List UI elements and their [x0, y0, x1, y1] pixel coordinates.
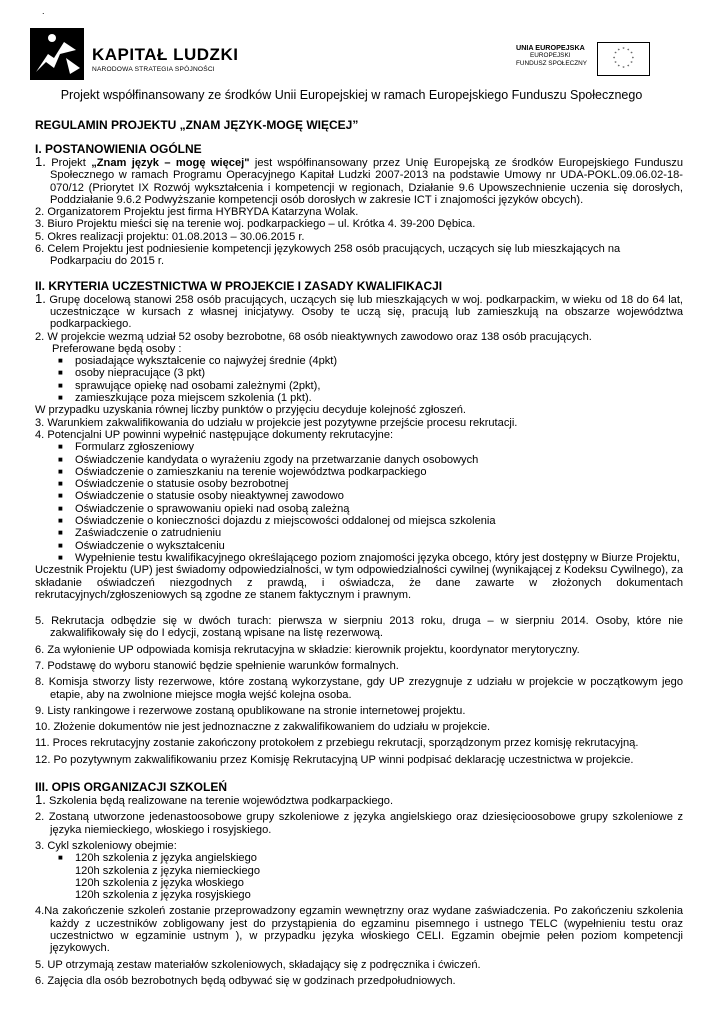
svg-text:*: * — [614, 52, 617, 58]
document-title: REGULAMIN PROJEKTU „ZNAM JĘZYK-MOGĘ WIĘCEJ” — [35, 118, 359, 132]
svg-text:*: * — [622, 66, 625, 72]
criteria-item-1: 1. Grupę docelową stanowi 258 osób pracujących, uczących się lub mieszkających w woj. podkarpackim, w wieku od 18 do 64 lat, uczestniczące w kursach z własnej inicjatywy. Osoby te uczą się, pracują lub zamieszkują na obszarze województwa podkarpackiego. — [35, 290, 683, 331]
list-item: 120h szkolenia z języka rosyjskiego — [75, 889, 251, 902]
general-item-5: 5. Okres realizacji projektu: 01.08.2013 – 30.06.2015 r. — [35, 230, 305, 243]
list-item: ■ Oświadczenie o statusie osoby bezrobotnej — [58, 478, 289, 491]
section-heading-organization: III. OPIS ORGANIZACJI SZKOLEŃ — [35, 780, 228, 795]
tie-rule: W przypadku uzyskania równej liczby punktów o przyjęciu decyduje kolejność zgłoszeń. — [35, 404, 467, 417]
svg-text:*: * — [630, 61, 633, 67]
preferred-label: Preferowane będą osoby : — [52, 342, 182, 355]
svg-text:*: * — [627, 64, 630, 70]
criteria-item-12: 12. Po pozytywnym zakwalifikowaniu przez Komisję Rekrutacyjną UP winni podpisać deklarację uczestnictwa w projekcie. — [35, 753, 634, 766]
criteria-item-6: 6. Za wyłonienie UP odpowiada komisja rekrutacyjna w składzie: kierownik projektu, koordynator merytoryczny. — [35, 643, 580, 656]
list-item: ■ posiadające wykształcenie co najwyżej średnie (4pkt) — [58, 355, 338, 368]
organization-item-6: 6. Zajęcia dla osób bezrobotnych będą odbywać się w godzinach przedpołudniowych. — [35, 974, 456, 987]
stray-dot: . — [42, 6, 45, 16]
criteria-item-4: 4. Potencjalni UP powinni wypełnić następujące dokumenty rekrutacyjne: — [35, 428, 394, 441]
eu-label-line1: UNIA EUROPEJSKA — [516, 43, 585, 52]
square-bullet-icon: ■ — [58, 540, 63, 550]
list-item: ■ Oświadczenie o konieczności dojazdu z miejscowości oddalonej od miejsca szkolenia — [58, 515, 496, 528]
declaration-text: Uczestnik Projektu (UP) jest świadomy odpowiedzialności, w tym odpowiedzialności cywilnej (wynikającej z Kodeksu Cywilnego), za składanie oświadczeń niezgodnych z prawdą, i oświadcza, że dane zawarte w złożonych dokumentach rekrutacyjnych/zgłoszeniowych są zgodne ze stanem faktycznym i prawnym. — [35, 564, 684, 601]
square-bullet-icon: ■ — [58, 393, 63, 403]
svg-text:*: * — [627, 48, 630, 54]
square-bullet-icon: ■ — [58, 552, 63, 562]
criteria-item-11: 11. Proces rekrutacyjny zostanie zakończony protokołem z przebiegu rekrutacji, sporządzonym przez komisję rekrutacyjną. — [35, 737, 639, 750]
list-item: ■ Wypełnienie testu kwalifikacyjnego określającego poziom znajomości języka obcego, który jest dostępny w Biurze Projektu, — [58, 551, 680, 564]
list-item: ■ Zaświadczenie o zatrudnieniu — [58, 527, 222, 540]
square-bullet-icon: ■ — [58, 466, 63, 476]
document-body — [35, 138, 683, 987]
documents-list — [35, 441, 683, 564]
section-heading-general: I. POSTANOWIENIA OGÓLNE — [35, 142, 202, 156]
courses-list — [35, 852, 683, 901]
criteria-item-8: 8. Komisja stworzy listy rezerwowe, które zostaną wykorzystane, gdy UP zrezygnuje z udziału w projekcie w początkowym jego etapie, aby na zwolnione miejsce mogła wejść kolejna osoba. — [35, 676, 683, 701]
list-item: ■ sprawujące opiekę nad osobami zależnymi (2pkt), — [58, 379, 321, 392]
svg-text:*: * — [617, 64, 620, 70]
list-item: ■ osoby niepracujące (3 pkt) — [58, 367, 206, 380]
square-bullet-icon: ■ — [58, 853, 63, 863]
square-bullet-icon: ■ — [58, 368, 63, 378]
svg-text:*: * — [622, 47, 625, 53]
list-item: ■ Formularz zgłoszeniowy — [58, 441, 194, 454]
general-item-2: 2. Organizatorem Projektu jest firma HYBRYDA Katarzyna Wolak. — [35, 206, 359, 219]
kapital-ludzki-logo-icon — [30, 28, 84, 80]
list-item: ■ Oświadczenie o zamieszkaniu na terenie województwa podkarpackiego — [58, 465, 427, 478]
general-item-1: 1. Projekt „Znam język – mogę więcej" jest współfinansowany przez Unię Europejską ze środków Europejskiego Funduszu Społecznego w ramach Programu Operacyjnego Kapitał Ludzki 2007-2013 na podstawie Umowy nr UDA-POKL.09.06.02-18-070/12 (Priorytet IX Rozwój wykształcenia i kompetencji w regionach, Działanie 9.6 Upowszechnienie uczenia się dorosłych, Poddziałanie 9.6.2 Podwyższanie kompetencji osób dorosłych w zakresie ICT i znajomości języków obcych). — [35, 154, 683, 206]
square-bullet-icon: ■ — [58, 442, 63, 452]
kapital-ludzki-title: KAPITAŁ LUDZKI — [92, 45, 239, 64]
criteria-item-2: 2. W projekcie wezmą udział 52 osoby bezrobotne, 68 osób nieaktywnych zawodowo oraz 138 osób pracujących. — [35, 330, 592, 343]
square-bullet-icon: ■ — [58, 528, 63, 538]
square-bullet-icon: ■ — [58, 516, 63, 526]
criteria-item-9: 9. Listy rankingowe i rezerwowe zostaną opublikowane na stronie internetowej projektu. — [35, 704, 466, 717]
criteria-item-3: 3. Warunkiem zakwalifikowania do udziału w projekcie jest pozytywne przejście procesu rekrutacji. — [35, 416, 518, 429]
list-item: ■ zamieszkujące poza miejscem szkolenia (1 pkt). — [58, 392, 312, 405]
eu-flag-icon — [597, 42, 650, 76]
list-item: ■ Oświadczenie o wykształceniu — [58, 539, 225, 552]
list-item: ■ 120h szkolenia z języka angielskiego — [58, 852, 257, 865]
organization-item-2: 2. Zostaną utworzone jedenastoosobowe grupy szkoleniowe z języka angielskiego oraz dziesięcioosobowe grupy szkoleniowe z języka niemieckiego, włoskiego i rosyjskiego. — [35, 811, 683, 836]
square-bullet-icon: ■ — [58, 454, 63, 464]
svg-text:*: * — [631, 56, 635, 62]
general-item-6: 6. Celem Projektu jest podniesienie kompetencji językowych 258 osób pracujących, uczących się lub mieszkających na Podkarpaciu do 2015 r. — [35, 243, 621, 268]
list-item: ■ Oświadczenie o statusie osoby nieaktywnej zawodowo — [58, 490, 344, 503]
preferred-list — [35, 355, 683, 404]
criteria-item-10: 10. Złożenie dokumentów nie jest jednoznaczne z zakwalifikowaniem do udziału w projekcie. — [35, 721, 491, 734]
svg-text:*: * — [614, 61, 617, 67]
eu-label-line2: EUROPEJSKI — [530, 52, 571, 60]
organization-item-5: 5. UP otrzymają zestaw materiałów szkoleniowych, składający się z podręcznika i ćwiczeń. — [35, 958, 481, 971]
organization-item-1: 1. Szkolenia będą realizowane na terenie województwa podkarpackiego. — [35, 792, 394, 808]
list-item: 120h szkolenia z języka włoskiego — [75, 876, 244, 889]
eu-label — [516, 44, 587, 67]
general-item-3: 3. Biuro Projektu mieści się na terenie woj. podkarpackiego – ul. Krótka 4. 39-200 Dębica. — [35, 218, 476, 231]
section-heading-criteria: II. KRYTERIA UCZESTNICTWA W PROJEKCIE I ZASADY KWALIFIKACJI — [35, 278, 443, 293]
svg-text:*: * — [612, 56, 616, 62]
square-bullet-icon: ■ — [58, 380, 63, 390]
organization-item-4: 4.Na zakończenie szkoleń zostanie przeprowadzony egzamin wewnętrzny oraz wydane zaświadczenia. Po zakończeniu szkolenia każdy z uczestników zobligowany jest do przystąpienia do egzaminu pisemnego i ustnego TELC (wypełnieniu testu oraz uczestnictwo w egzaminie ustnym ), w przypadku języka włoskiego CELI. Egzamin obejmie pełen poziom kompetencji językowych. — [35, 905, 683, 955]
criteria-item-5: 5. Rekrutacja odbędzie się w dwóch turach: pierwsza w sierpniu 2013 roku, druga – w sierpniu 2014. Osoby, które nie zakwalifikowały się do I edycji, zostaną wpisane na listę rezerwową. — [35, 615, 683, 640]
list-item: ■ Oświadczenie o sprawowaniu opieki nad osobą zależną — [58, 502, 350, 515]
svg-text:*: * — [617, 48, 620, 54]
criteria-item-7: 7. Podstawę do wyboru stanowić będzie spełnienie warunków formalnych. — [35, 659, 399, 672]
organization-item-3: 3. Cykl szkoleniowy obejmie: — [35, 839, 177, 852]
list-item: 120h szkolenia z języka niemieckiego — [75, 864, 260, 877]
square-bullet-icon: ■ — [58, 356, 63, 366]
square-bullet-icon: ■ — [58, 503, 63, 513]
cofinancing-note: Projekt współfinansowany ze środków Unii Europejskiej w ramach Europejskiego Funduszu Społecznego — [60, 88, 643, 102]
svg-text:*: * — [630, 52, 633, 58]
eu-label-line3: FUNDUSZ SPOŁECZNY — [516, 59, 588, 67]
square-bullet-icon: ■ — [58, 479, 63, 489]
kapital-ludzki-subtitle: NARODOWA STRATEGIA SPÓJNOŚCI — [92, 66, 215, 73]
list-item: ■ Oświadczenie kandydata o wyrażeniu zgody na przetwarzanie danych osobowych — [58, 453, 479, 466]
square-bullet-icon: ■ — [58, 491, 63, 501]
